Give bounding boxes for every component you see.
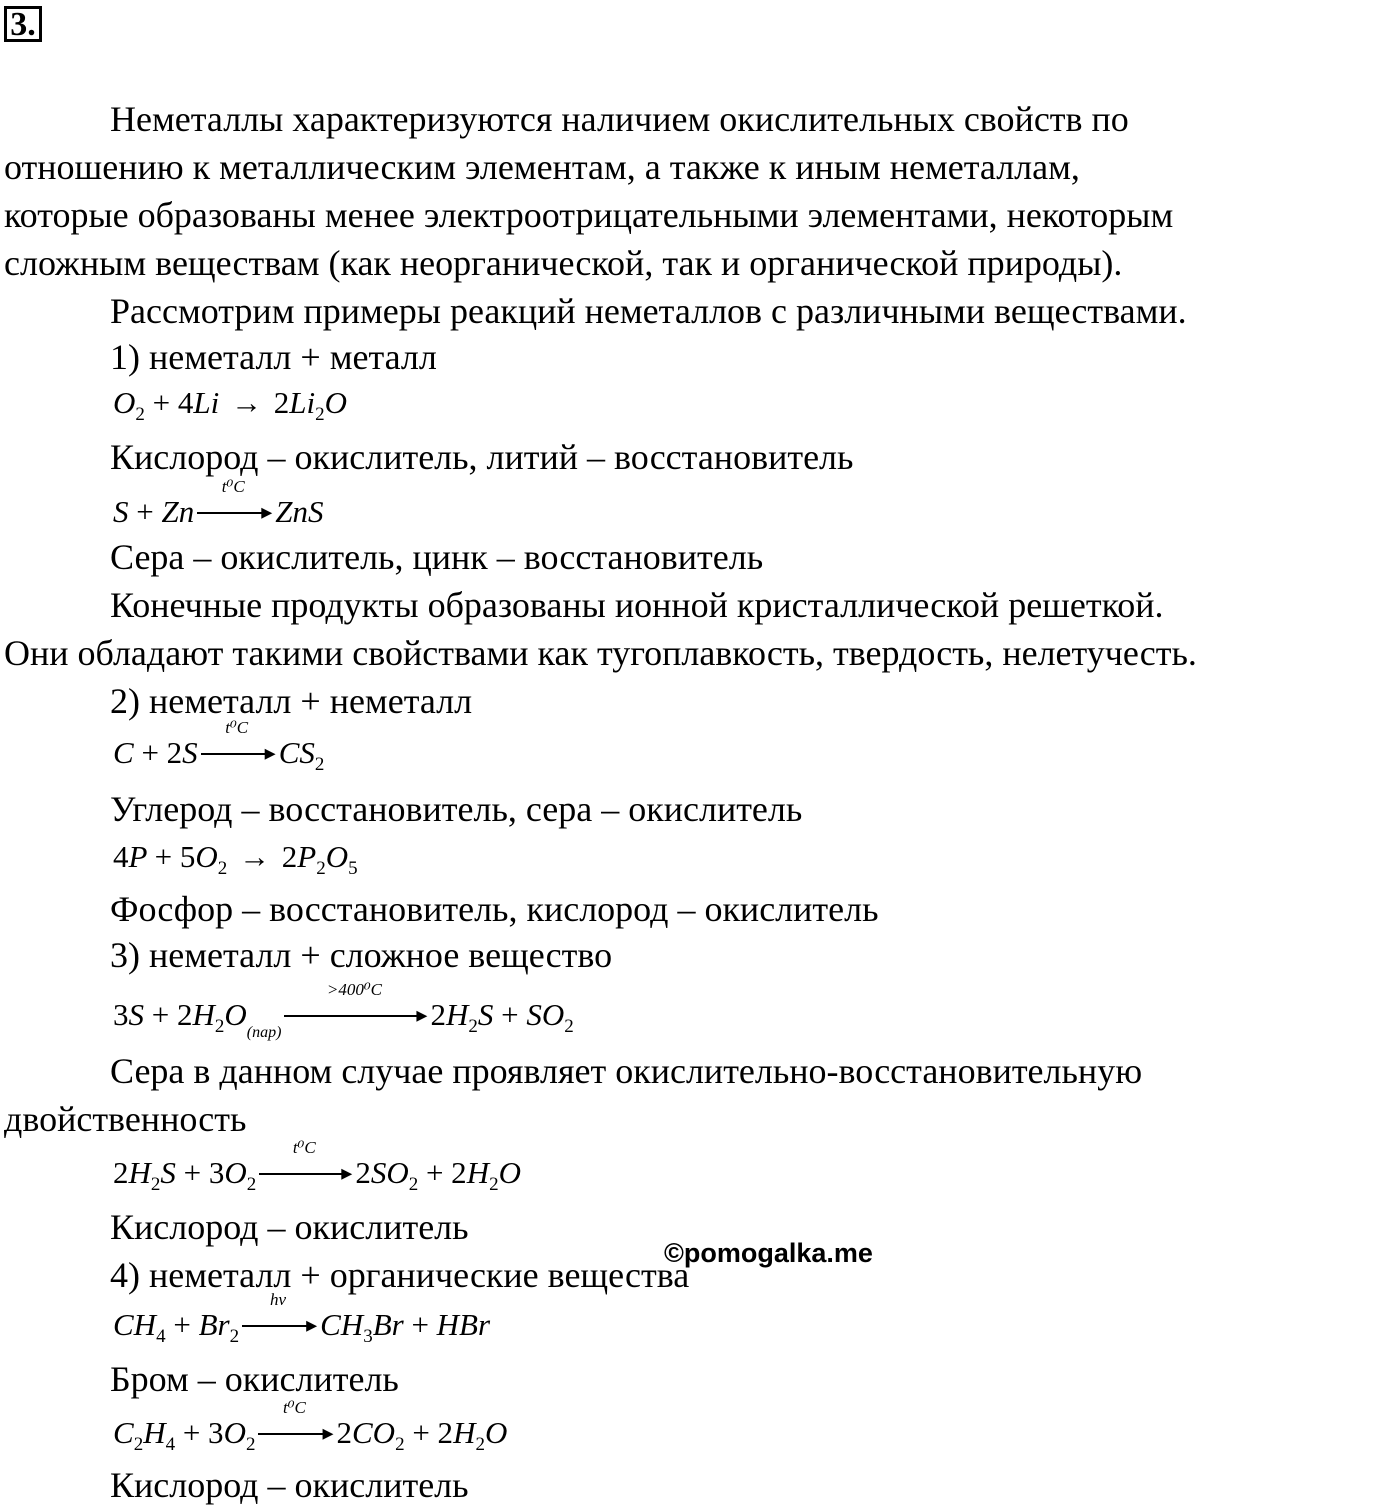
section-2-note-1: Углерод – восстановитель, сера – окислитель <box>110 789 803 829</box>
section-4-note-1: Бром – окислитель <box>110 1359 399 1399</box>
section-4-note-2: Кислород – окислитель <box>110 1465 469 1505</box>
heat-condition: t⁰C <box>225 718 249 737</box>
equation-h2s-o2: $2H_2S + 3O_2$ t⁰C $▸2SO_2 + 2H_2O$ <box>113 1138 521 1195</box>
equation-o2-li: $O_2 + 4Li \to 2Li_2O$ <box>113 385 347 425</box>
problem-number: 3. <box>4 6 42 42</box>
equation-c-s: C + 2S t⁰C $▸CS_2$ <box>113 718 325 775</box>
vapor-label: (пар) <box>246 1024 282 1041</box>
intro-paragraph-2: Рассмотрим примеры реакций неметаллов с различными веществами. <box>110 291 1187 331</box>
section-2-note-2: Фосфор – восстановитель, кислород – окислитель <box>110 889 879 929</box>
section-1-conclusion-2: Они обладают такими свойствами как тугоплавкость, твердость, нелетучесть. <box>4 633 1197 673</box>
section-3-note-2: Кислород – окислитель <box>110 1207 469 1247</box>
watermark: ©pomogalka.me <box>664 1238 873 1268</box>
intro-line-1: Неметаллы характеризуются наличием окислительных свойств по <box>110 99 1129 139</box>
equation-s-h2o: $3S + 2H_2O_{(пар)}$ >400⁰C $▸2H_2S + SO_2$ <box>113 980 574 1041</box>
heat-condition: t⁰C <box>292 1138 316 1157</box>
equation-c2h4-o2: $C_2H_4 + 3O_2$ t⁰C $▸2CO_2 + 2H_2O$ <box>113 1398 508 1455</box>
section-3-title: 3) неметалл + сложное вещество <box>110 935 613 975</box>
section-1-conclusion-1: Конечные продукты образованы ионной кристаллической решеткой. <box>110 585 1164 625</box>
section-3-note-1a: Сера в данном случае проявляет окислительно-восстановительную <box>110 1051 1143 1091</box>
light-condition: hv <box>270 1290 287 1309</box>
heat-condition: t⁰C <box>221 477 245 496</box>
section-2-title: 2) неметалл + неметалл <box>110 681 473 721</box>
equation-p-o2: $4P + 5O_2 \to 2P_2O_5$ <box>113 839 358 879</box>
heat-condition: t⁰C <box>283 1398 306 1417</box>
equation-s-zn: S + Zn t⁰C ▸ZnS <box>113 477 324 529</box>
section-3-note-1b: двойственность <box>4 1099 247 1139</box>
section-1-note-1: Кислород – окислитель, литий – восстановитель <box>110 437 854 477</box>
intro-line-3: которые образованы менее электроотрицательными элементами, некоторым <box>4 195 1174 235</box>
section-4-title: 4) неметалл + органические вещества <box>110 1255 690 1295</box>
section-1-note-2: Сера – окислитель, цинк – восстановитель <box>110 537 764 577</box>
equation-ch4-br2: $CH_4 + Br_2$ hv $▸CH_3Br$ + HBr <box>113 1290 491 1347</box>
heat-400-condition: >400⁰C <box>326 980 382 999</box>
intro-line-4: сложным веществам (как неорганической, так и органической природы). <box>4 243 1123 283</box>
intro-line-2: отношению к металлическим элементам, а также к иным неметаллам, <box>4 147 1080 187</box>
section-1-title: 1) неметалл + металл <box>110 337 437 377</box>
